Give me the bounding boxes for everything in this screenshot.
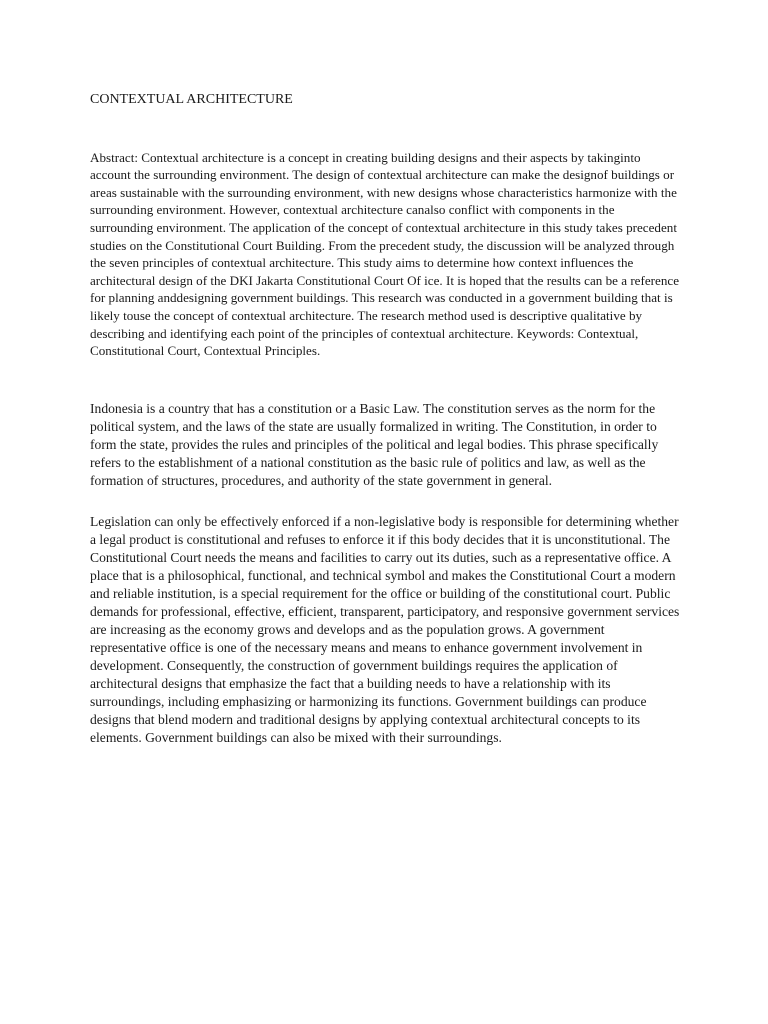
body-paragraph-2: Legislation can only be effectively enforced if a non-legislative body is responsible for determining whether a legal product is constitutional and refuses to enforce it if this body decides that it is unconstitutional. The Constitutional Court needs the means and facilities to carry out its duties, such as a representative office. A place that is a philosophical, functional, and technical symbol and makes the Constitutional Court a modern and reliable institution, is a special requirement for the office or building of the constitutional court. Public demands for professional, effective, efficient, transparent, participatory, and responsive government services are increasing as the economy grows and develops and as the population grows. A government representative office is one of the necessary means and means to enhance government involvement in development. Consequently, the construction of government buildings requires the application of architectural designs that emphasize the fact that a building needs to have a relationship with its surroundings, including emphasizing or harmonizing its functions. Government buildings can produce designs that blend modern and traditional designs by applying contextual architectural concepts to its elements. Government buildings can also be mixed with their surroundings. — [90, 513, 680, 745]
body-paragraph-1: Indonesia is a country that has a constitution or a Basic Law. The constitution serves as the norm for the political system, and the laws of the state are usually formalized in writing. The Constitution, in order to form the state, provides the rules and principles of the political and legal bodies. This phrase specifically refers to the establishment of a national constitution as the basic rule of politics and law, as well as the formation of structures, procedures, and authority of the state government in general. — [90, 400, 659, 488]
document-body — [90, 91, 680, 747]
abstract-paragraph: Abstract: Contextual architecture is a concept in creating building designs and their aspects by takinginto account the surrounding environment. The design of contextual architecture can make the designof buildings or areas sustainable with the surrounding environment, with new designs whose characteristics harmonize with the surrounding environment. However, contextual architecture canalso conflict with components in the surrounding environment. The application of the concept of contextual architecture in this study takes precedent studies on the Constitutional Court Building. From the precedent study, the discussion will be analyzed through the seven principles of contextual architecture. This study aims to determine how context influences the architectural design of the DKI Jakarta Constitutional Court Of ice. It is hoped that the results can be a reference for planning anddesigning government buildings. This research was conducted in a government building that is likely touse the concept of contextual architecture. The research method used is descriptive qualitative by describing and identifying each point of the principles of contextual architecture. Keywords: Contextual, Constitutional Court, Contextual Principles. — [90, 149, 680, 359]
document-title: CONTEXTUAL ARCHITECTURE — [90, 92, 293, 107]
